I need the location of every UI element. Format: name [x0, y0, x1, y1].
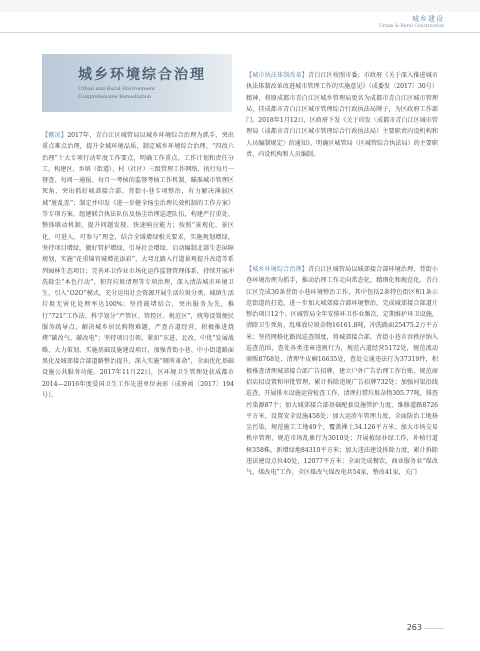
environment-remediation-body: 青白江区城管局以城郊接合部环境治理、背街小巷环境治理为抓手，推动治理工作走向常态化、精细化和规范化。青白江区完成30条背街小巷环境整治工作，其中包括2条特色街区和1条示范街道的打造，进一步加大城郊接合部环境整治，完成城郊接合部道片整治项目12个。区城管局全年安排环卫作业频次，定期维护环卫设施，清除卫生死角、乱堆放垃圾杂物16161.8吨，冲洗路面25475.2万平方米；坚持网格化路段巡查制度，将城郊接合部、背街小巷市容秩序纳入巡查范围，查处各类违章违规行为，规范占道经营5172处，规范流动商贩8768处，清理牛皮癣16635处，查处交通违法行为37319件，积极推查清理城郊接合部广告招牌，建立户外广告治理工作台账，规范商招店招设置和审批管理，累计拆除违规广告招牌732处；加强河渠沿线巡查，开展排水设施运营检查工作，清理打捞垃圾杂物305.77吨，排查污染源87个；加大城郊接合部基础配套设施管护力度，维修道路8726平方米，设置安全设施458处；加大运渣车管理力度，全面防治工地扬尘污染，规范施工工地49个，覆盖裸土34.126平方米；加大市场交易秩序管理，规范市场乱象行为3010处；开展植绿补绿工作，补植行道树358株，新增绿地84310平方米；加大违法建设拆除力度，累计拆除违法建设点位40处，12077平方米；全面完成餐饮、商业服务业“煤改气、煤改电”工作，全区煤改气煤改电共54家，整改41家，关门 — [246, 266, 438, 477]
overview-section — [42, 130, 234, 401]
chapter-title-en-line2: Comprehensive Remediation — [78, 94, 152, 100]
overview-body: 2017年，青白江区城管局以城乡环境综合治理为抓手，突出重点难点治理，提升全域环境品质，制定城乡环境综合治理、“四改六治理”十大专项行动年度工作要点，明确工作重点、工作计划和责任分工。构建区、乡镇（街道）、村（社区）三级管理工作网络，执行每月一督查、每周一通报、每月一考核的监督考核工作机制，瞄准城市管理区死角，突出抓好城郊接合部、背街小巷专项整治，有力解决薄弱区域“脏乱差”；制定并印发《进一步健全扬尘治理长效机制的工作方案》等专项方案，组建联合执法队伍及扬尘治理巡逻队伍，构建严打重处、整体联动机制，提升问题发现、快速响应能力；按照“景观化、景区化、可进入、可参与”理念，结合全域增绿相关要求，实施规划增绿，坚持项目增绿，做好管护增绿，引导社会增绿，启动编制北部生态屏障规划，实施“花重锦官城增花添彩”、大弯北路入行道景观提升改造等系列园林生态项目；完善环卫作业市场化运作监督管理体系，持续开展冲洗除尘“本色行动”、积存垃圾清理等专项治理，深入清洁城市环境卫生，引入“O2O”模式，充分运用社会资源开展生活垃圾分类，城镇生活垃圾无害化处理率达100%；坚持疏堵结合，突出服务为先，推行“721”工作法，科学划分“严管区、管控区、规范区”，统筹设置便民服务疏导点，解决城乡居民购物难题，严查占道经营，积极推进烧烤“碳改气、碳改电”；坚持项目引领，紧扣“东进、北改、中优”发展战略，大力策划、实施基础设施建设项目，加强背街小巷、中小街道路面黑化及城郊接合部道路整治提升，深入实施“厕所革命”，全面优化基础设施公共服务功能。2017年11月22日，区环境卫生管理处获成都市2014—2016年度爱国卫生工作先进单位表彰（成府函〔2017〕194号）。 — [42, 132, 234, 399]
header-rule — [0, 32, 480, 33]
footer-rule — [424, 628, 444, 629]
section-header-cn: 城乡建设 — [412, 15, 444, 23]
enforcement-reform-tag: 【城市执法体制改革】 — [246, 72, 308, 79]
overview-tag: 【概况】 — [42, 132, 68, 139]
chapter-title-box — [42, 54, 232, 112]
chapter-title-cn: 城乡环境综合治理 — [78, 67, 206, 83]
section-header-en: Urban & Rural Construction — [379, 24, 444, 29]
enforcement-reform-body: 青白江区按照市委、市政府《关于深入推进城市执法体制改革改进城市管理工作的实施意见》（成委发〔2017〕30号）精神，将原成都市青白江区城乡管理局更名为成都市青白江区城市管理局，挂成都市青白江区城市管理综合行政执法局牌子，为区政府工作部门。2018年1月12日，区政府下发《关于印发〈成都市青白江区城市管理局（成都市青白江区城市管理综合行政执法局）主要职责内设机构和人员编制规定〉的通知》，明确区城管局（区城管综合执法局）的主要职责、内设机构和人员编制。 — [246, 72, 438, 159]
environment-remediation-tag: 【城乡环境综合治理】 — [246, 266, 308, 273]
environment-remediation-section — [246, 264, 438, 479]
chapter-title-en-line1: Urban and Rural Environment — [78, 86, 155, 92]
top-band — [0, 0, 480, 12]
enforcement-reform-section — [246, 70, 438, 160]
page-number: 263 — [406, 623, 422, 632]
